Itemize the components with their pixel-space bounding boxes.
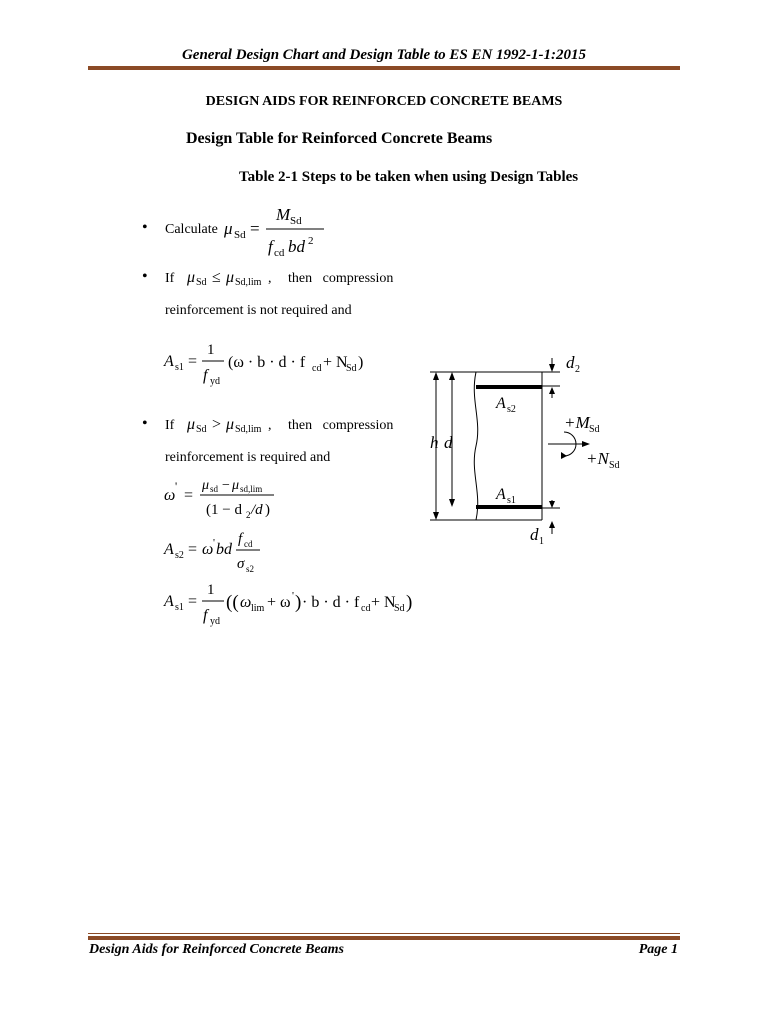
svg-text:cd: cd	[361, 603, 371, 614]
svg-text:=: =	[250, 219, 260, 238]
then-compression-1: then compression	[288, 271, 394, 286]
label-as2: A	[496, 395, 506, 412]
svg-text:M: M	[276, 205, 291, 224]
svg-text:μ: μ	[187, 416, 196, 433]
svg-text:+ N: + N	[323, 354, 348, 371]
header-rule	[88, 66, 680, 70]
svg-text:Sd,lim: Sd,lim	[235, 424, 262, 435]
svg-text:+ N: + N	[371, 594, 396, 611]
svg-text:lim: lim	[251, 603, 265, 614]
bullet-1: •	[142, 219, 148, 236]
svg-text:μ: μ	[232, 478, 240, 493]
svg-text:Sd: Sd	[196, 424, 207, 435]
section-subheading: Design Table for Reinforced Concrete Beams	[186, 130, 493, 147]
svg-text:=: =	[184, 487, 194, 504]
if-label-2: If	[165, 418, 175, 433]
svg-text:Sd: Sd	[290, 215, 302, 227]
condition-mu-gt-lim	[185, 411, 280, 437]
not-required-text: reinforcement is not required and	[165, 303, 352, 318]
condition-mu-le-lim	[185, 264, 280, 290]
equation-mu-sd	[224, 200, 334, 260]
svg-text:((: ((	[226, 592, 239, 613]
footer-left-text: Design Aids for Reinforced Concrete Beams	[89, 942, 344, 957]
svg-text:): )	[295, 592, 302, 613]
bullet-2: •	[142, 268, 148, 285]
label-as2-sub: s2	[507, 404, 516, 415]
svg-text:>: >	[212, 416, 222, 433]
svg-text:Sd: Sd	[196, 277, 207, 288]
svg-text:s2: s2	[246, 564, 255, 574]
footer-rule-thick	[88, 936, 680, 940]
svg-text:Sd,lim: Sd,lim	[235, 277, 262, 288]
svg-text:yd: yd	[210, 616, 220, 627]
equation-as2	[162, 528, 272, 576]
label-h: h	[430, 433, 439, 452]
svg-text:f: f	[203, 367, 208, 384]
svg-text:μ: μ	[202, 478, 210, 493]
label-axial-sub: Sd	[609, 460, 620, 471]
svg-text:,: ,	[268, 271, 272, 286]
svg-text:(1 − d: (1 − d	[206, 502, 242, 518]
label-as1-sub: s1	[507, 495, 516, 506]
label-axial: +N	[586, 449, 609, 468]
label-d2-sub: 2	[575, 364, 580, 375]
if-label-1: If	[165, 271, 175, 286]
svg-text:): )	[358, 354, 364, 371]
svg-text:· b · d · f: · b · d · f	[302, 594, 360, 611]
svg-text:/d: /d	[251, 502, 263, 518]
svg-text:ω: ω	[202, 541, 214, 558]
svg-text:2: 2	[308, 235, 314, 247]
equation-as1-not-required	[162, 340, 372, 390]
svg-text:s1: s1	[175, 362, 184, 373]
svg-text:2: 2	[246, 510, 251, 520]
svg-text:bd: bd	[216, 541, 232, 558]
svg-text:,: ,	[268, 418, 272, 433]
section-heading: DESIGN AIDS FOR REINFORCED CONCRETE BEAMS	[205, 94, 563, 109]
svg-text:': '	[175, 479, 178, 493]
svg-text:−: −	[222, 478, 230, 493]
bullet-3: •	[142, 415, 148, 432]
svg-text:ω: ω	[164, 487, 176, 504]
svg-text:ω: ω	[240, 594, 252, 611]
svg-text:': '	[213, 537, 215, 549]
required-text: reinforcement is required and	[165, 450, 331, 465]
label-d: d	[444, 433, 453, 452]
svg-text:sd: sd	[210, 484, 219, 494]
svg-text:μ: μ	[187, 269, 196, 286]
page-number: Page 1	[638, 942, 678, 957]
svg-text:Sd: Sd	[394, 603, 405, 614]
svg-text:μ: μ	[226, 416, 235, 433]
label-d2: d	[566, 353, 575, 372]
svg-text:Sd: Sd	[346, 363, 357, 374]
svg-text:cd: cd	[274, 247, 285, 259]
svg-text:A: A	[164, 541, 174, 558]
svg-text:': '	[292, 590, 294, 602]
label-d1: d	[530, 525, 539, 544]
svg-text:): )	[265, 502, 270, 518]
label-d1-sub: 1	[539, 536, 544, 547]
svg-text:bd: bd	[288, 237, 305, 256]
svg-text:s1: s1	[175, 602, 184, 613]
svg-text:1: 1	[207, 582, 215, 598]
svg-text:f: f	[268, 237, 273, 256]
label-moment: +M	[564, 413, 590, 432]
equation-as1-required	[162, 580, 417, 630]
svg-text:=: =	[188, 541, 198, 558]
beam-cross-section-figure	[420, 350, 640, 550]
svg-text:yd: yd	[210, 376, 220, 387]
svg-text:1: 1	[207, 342, 215, 358]
svg-text:sd,lim: sd,lim	[240, 484, 263, 494]
svg-text:f: f	[203, 607, 208, 624]
svg-text:s2: s2	[175, 550, 184, 561]
svg-text:cd: cd	[244, 539, 253, 549]
svg-text:μ: μ	[226, 269, 235, 286]
svg-text:μ: μ	[224, 219, 233, 238]
then-compression-2: then compression	[288, 418, 394, 433]
footer-rule-thin	[88, 933, 680, 934]
table-caption: Table 2-1 Steps to be taken when using Design Tables	[239, 169, 579, 185]
svg-text:A: A	[164, 593, 174, 610]
svg-text:Sd: Sd	[234, 229, 246, 241]
svg-text:σ: σ	[237, 556, 245, 572]
svg-text:=: =	[188, 353, 198, 370]
calculate-label: Calculate	[165, 222, 218, 237]
label-moment-sub: Sd	[589, 424, 600, 435]
equation-omega-prime	[162, 474, 287, 522]
label-as1: A	[496, 486, 506, 503]
svg-text:≤: ≤	[212, 269, 221, 286]
page-header-title: General Design Chart and Design Table to ES EN 1992-1-1:2015	[181, 47, 587, 63]
svg-text:+ ω: + ω	[267, 594, 291, 611]
svg-text:=: =	[188, 593, 198, 610]
svg-text:f: f	[238, 531, 243, 547]
svg-text:A: A	[164, 353, 174, 370]
svg-text:cd: cd	[312, 363, 322, 374]
svg-text:): )	[406, 592, 413, 613]
svg-text:(ω · b · d · f: (ω · b · d · f	[228, 354, 306, 371]
